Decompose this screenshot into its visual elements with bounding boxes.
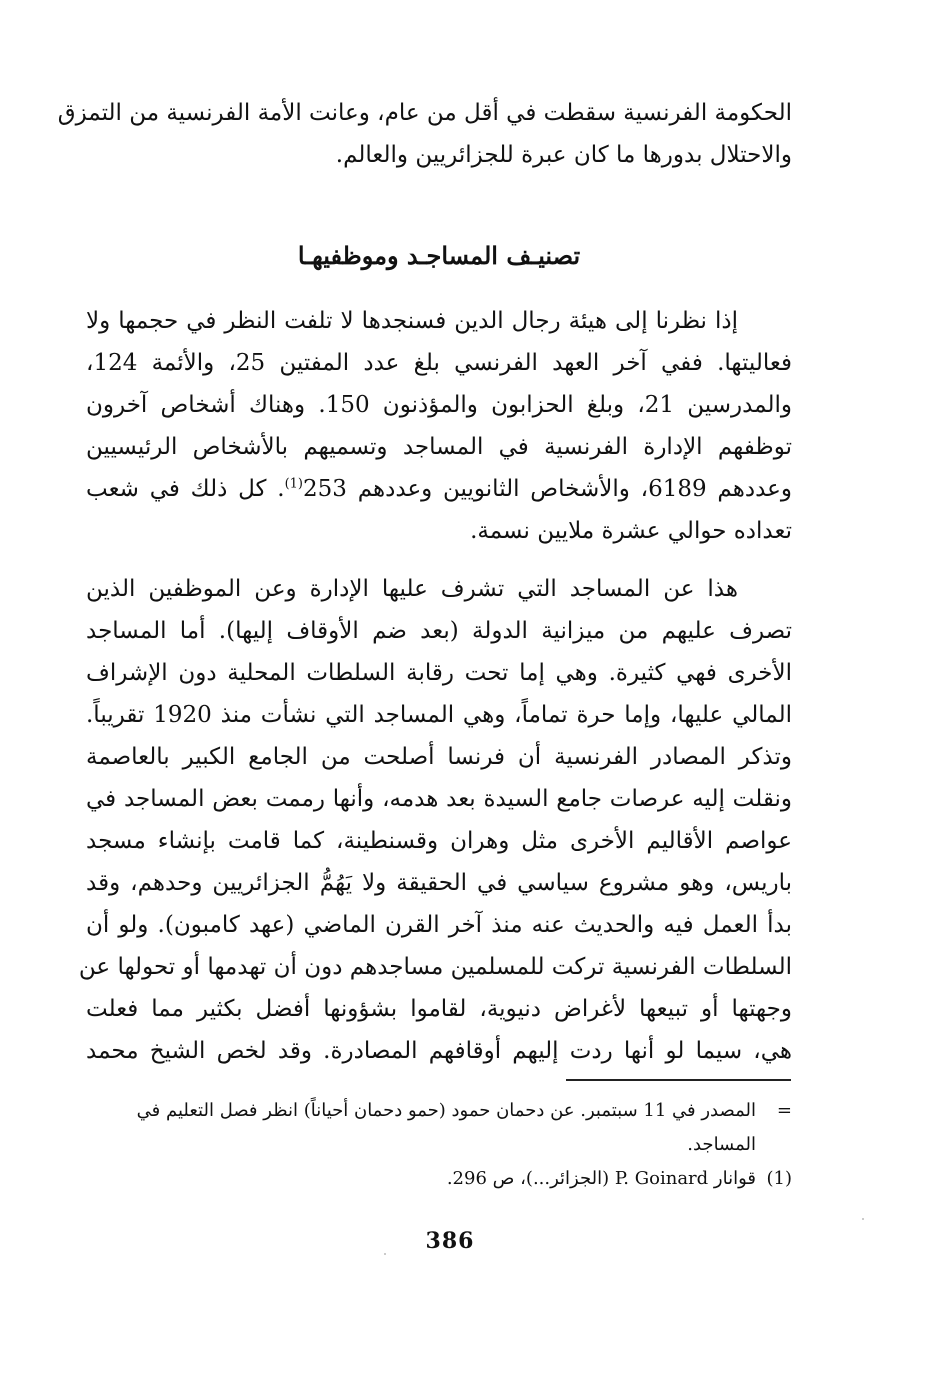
- text-line: عواصم الأقاليم الأخرى مثل وهران وقسنطينة، كما قامت بإنشاء مسجد: [86, 828, 792, 854]
- scan-speck: [862, 1218, 864, 1220]
- text-line: إذا نظرنا إلى هيئة رجال الدين فسنجدها لا تلفت النظر في حجمها ولا: [86, 308, 738, 334]
- text-line: والاحتلال بدورها ما كان عبرة للجزائريين والعالم.: [335, 142, 792, 168]
- text-line: فعاليتها. ففي آخر العهد الفرنسي بلغ عدد المفتين 25، والأئمة 124،: [86, 350, 792, 376]
- text-line: باريس، وهو مشروع سياسي في الحقيقة ولا يَهُمُّ الجزائريين وحدهم، وقد: [86, 870, 792, 896]
- footnotes: [86, 1094, 792, 1196]
- text-line: وجهتها أو تبيعها لأغراض دنيوية، لقاموا بشؤونها أفضل بكثير مما فعلت: [86, 996, 792, 1022]
- text-line: هي، سيما لو أنها ردت إليهم أوقافهم المصادرة. وقد لخص الشيخ محمد: [86, 1038, 792, 1064]
- text-line: تصرف عليهم من ميزانية الدولة (بعد ضم الأوقاف إليها). أما المساجد: [86, 618, 792, 644]
- footnote-separator: [566, 1079, 791, 1081]
- paragraph-intro: [57, 92, 792, 176]
- text-line: المالي عليها، وإما حرة تماماً، وهي المساجد التي نشأت منذ 1920 تقريباً.: [86, 702, 792, 728]
- text-segment: . كل ذلك في شعب: [86, 476, 285, 502]
- footnote-text: المصدر في 11 سبتمبر. عن دحمان حمود (حمو دحمان أحياناً) انظر فصل التعليم في المساجد.: [136, 1100, 756, 1155]
- text-line: توظفهم الإدارة الفرنسية في المساجد وتسميهم بالأشخاص الرئيسيين: [86, 434, 792, 460]
- page-number: 386: [425, 1228, 475, 1254]
- footnote-reference: (1): [284, 476, 303, 492]
- paragraph-clergy: [86, 300, 792, 552]
- paragraph-mosques: [78, 568, 792, 1072]
- text-line: الحكومة الفرنسية سقطت في أقل من عام، وعانت الأمة الفرنسية من التمزق: [57, 100, 792, 126]
- text-line: تعداده حوالي عشرة ملايين نسمة.: [470, 518, 792, 544]
- text-line: ونقلت إليه عرصات جامع السيدة بعد هدمه، وأنها رممت بعض المساجد في: [86, 786, 792, 812]
- text-line: والمدرسين 21، وبلغ الحزابون والمؤذنون 150. وهناك أشخاص آخرون: [86, 392, 792, 418]
- footnote-marker: =: [776, 1100, 792, 1121]
- text-line: الأخرى فهي كثيرة. وهي إما تحت رقابة السلطات المحلية دون الإشراف: [86, 660, 792, 686]
- text-line: السلطات الفرنسية تركت للمسلمين مساجدهم دون أن تهدمها أو تحولها عن: [78, 954, 792, 980]
- text-line: بدأ العمل فيه والحديث عنه منذ آخر القرن الماضي (عهد كامبون). ولو أن: [86, 912, 792, 938]
- footnote-1: [86, 1162, 792, 1196]
- scan-speck: [384, 1253, 386, 1255]
- footnote-continued: [86, 1094, 792, 1162]
- section-heading: تصنيـف المساجـد وموظفيهـا: [297, 241, 581, 270]
- text-line-with-note: [86, 468, 792, 510]
- text-segment: وعددهم 6189، والأشخاص الثانويين وعددهم 253: [303, 476, 792, 502]
- footnote-marker: (1): [766, 1168, 792, 1189]
- text-line: هذا عن المساجد التي تشرف عليها الإدارة وعن الموظفين الذين: [86, 576, 738, 602]
- text-line: وتذكر المصادر الفرنسية أن فرنسا أصلحت من الجامع الكبير بالعاصمة: [86, 744, 792, 770]
- footnote-text: قوانار P. Goinard (الجزائر...)، ص 296.: [446, 1168, 756, 1189]
